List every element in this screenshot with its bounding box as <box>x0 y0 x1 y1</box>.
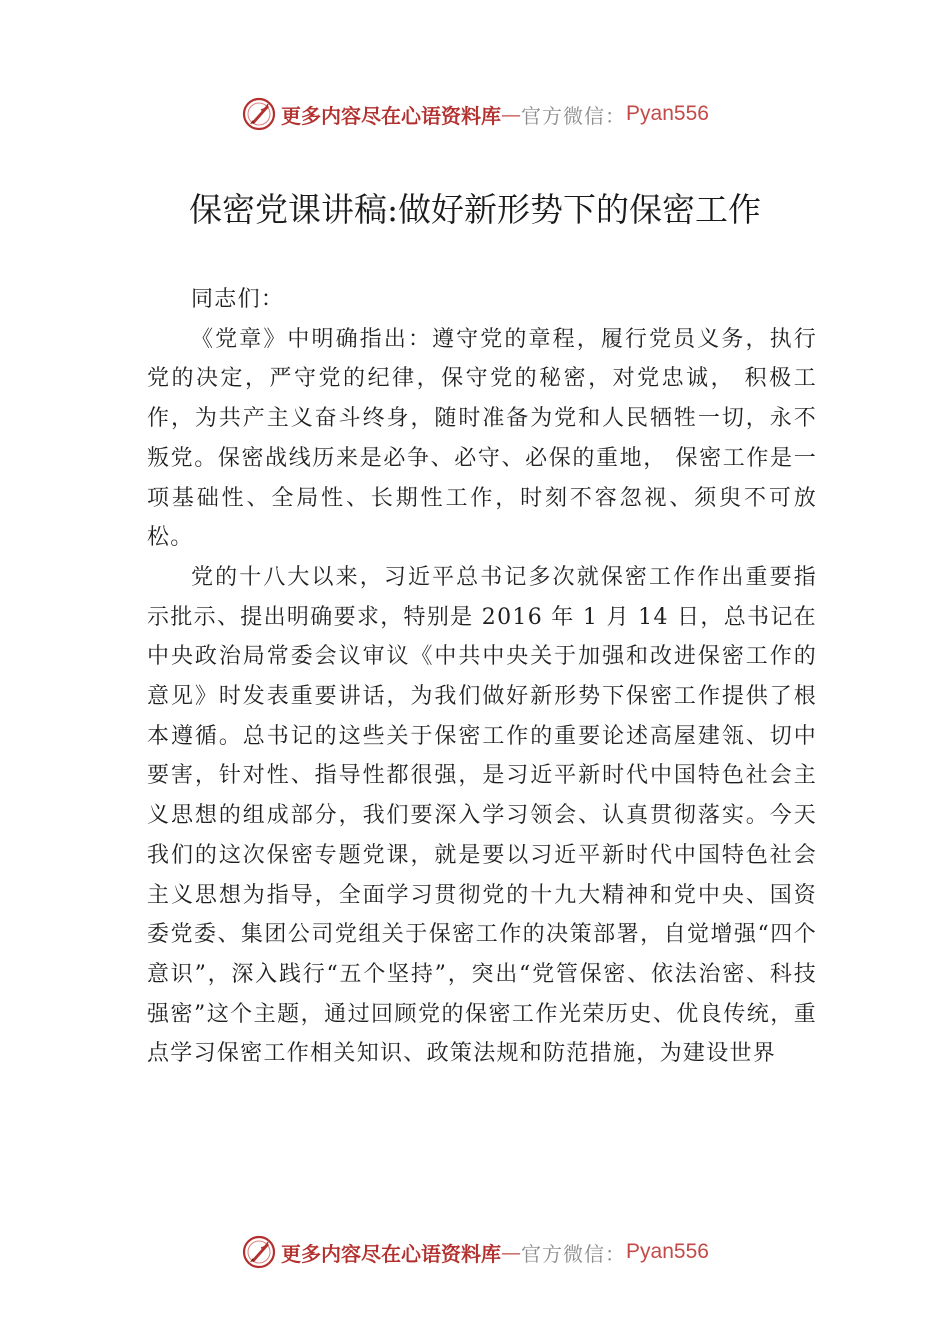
banner-brand: 更多内容尽在心语资料库 <box>281 1241 502 1266</box>
paragraph-1: 《党章》中明确指出：遵守党的章程，履行党员义务，执行党的决定，严守党的纪律，保守党的秘密，对党忠诚， 积极工作，为共产主义奋斗终身，随时准备为党和人民牺牲一切，永不叛党。保密战线历来是必争、必守、必保的重地， 保密工作是一项基础性、全局性、长期性工作，时刻不容忽视、须臾不可放松。 <box>147 326 817 551</box>
banner-separator: — <box>501 102 522 126</box>
paragraph-2: 党的十八大以来，习近平总书记多次就保密工作作出重要指示批示、提出明确要求，特别是 2016 年 1 月 14 日，总书记在中央政治局常委会议审议《中共中央关于加强和改进保密工作的意见》时发表重要讲话，为我们做好新形势下保密工作提供了根本遵循。总书记的这些关于保密工作的重要论述高屋建瓴、切中要害，针对性、指导性都很强，是习近平新时代中国特色社会主义思想的组成部分，我们要深入学习领会、认真贯彻落实。今天我们的这次保密专题党课，就是要以习近平新时代中国特色社会主义思想为指导，全面学习贯彻党的十九大精神和党中央、国资委党委、集团公司党组关于保密工作的决策部署，自觉增强“四个意识”，深入践行“五个坚持”，突出“党管保密、依法治密、科技强密”这个主题，通过回顾党的保密工作光荣历史、优良传统，重点学习保密工作相关知识、政策法规和防范措施，为建设世界 <box>147 564 817 1067</box>
document-body <box>147 280 817 1074</box>
quill-seal-icon <box>241 96 277 132</box>
banner-wechat-id: Pyan556 <box>626 1240 709 1263</box>
banner-brand: 更多内容尽在心语资料库 <box>281 103 502 128</box>
banner-wechat-id: Pyan556 <box>626 102 709 125</box>
header-banner <box>0 94 950 134</box>
banner-separator: — <box>501 1240 522 1264</box>
salutation: 同志们： <box>191 287 285 312</box>
document-title: 保密党课讲稿:做好新形势下的保密工作 <box>188 190 762 229</box>
banner-wechat-label: 官方微信： <box>521 1241 627 1266</box>
quill-seal-icon <box>241 1234 277 1270</box>
banner-wechat-label: 官方微信： <box>521 103 627 128</box>
footer-banner <box>0 1232 950 1272</box>
